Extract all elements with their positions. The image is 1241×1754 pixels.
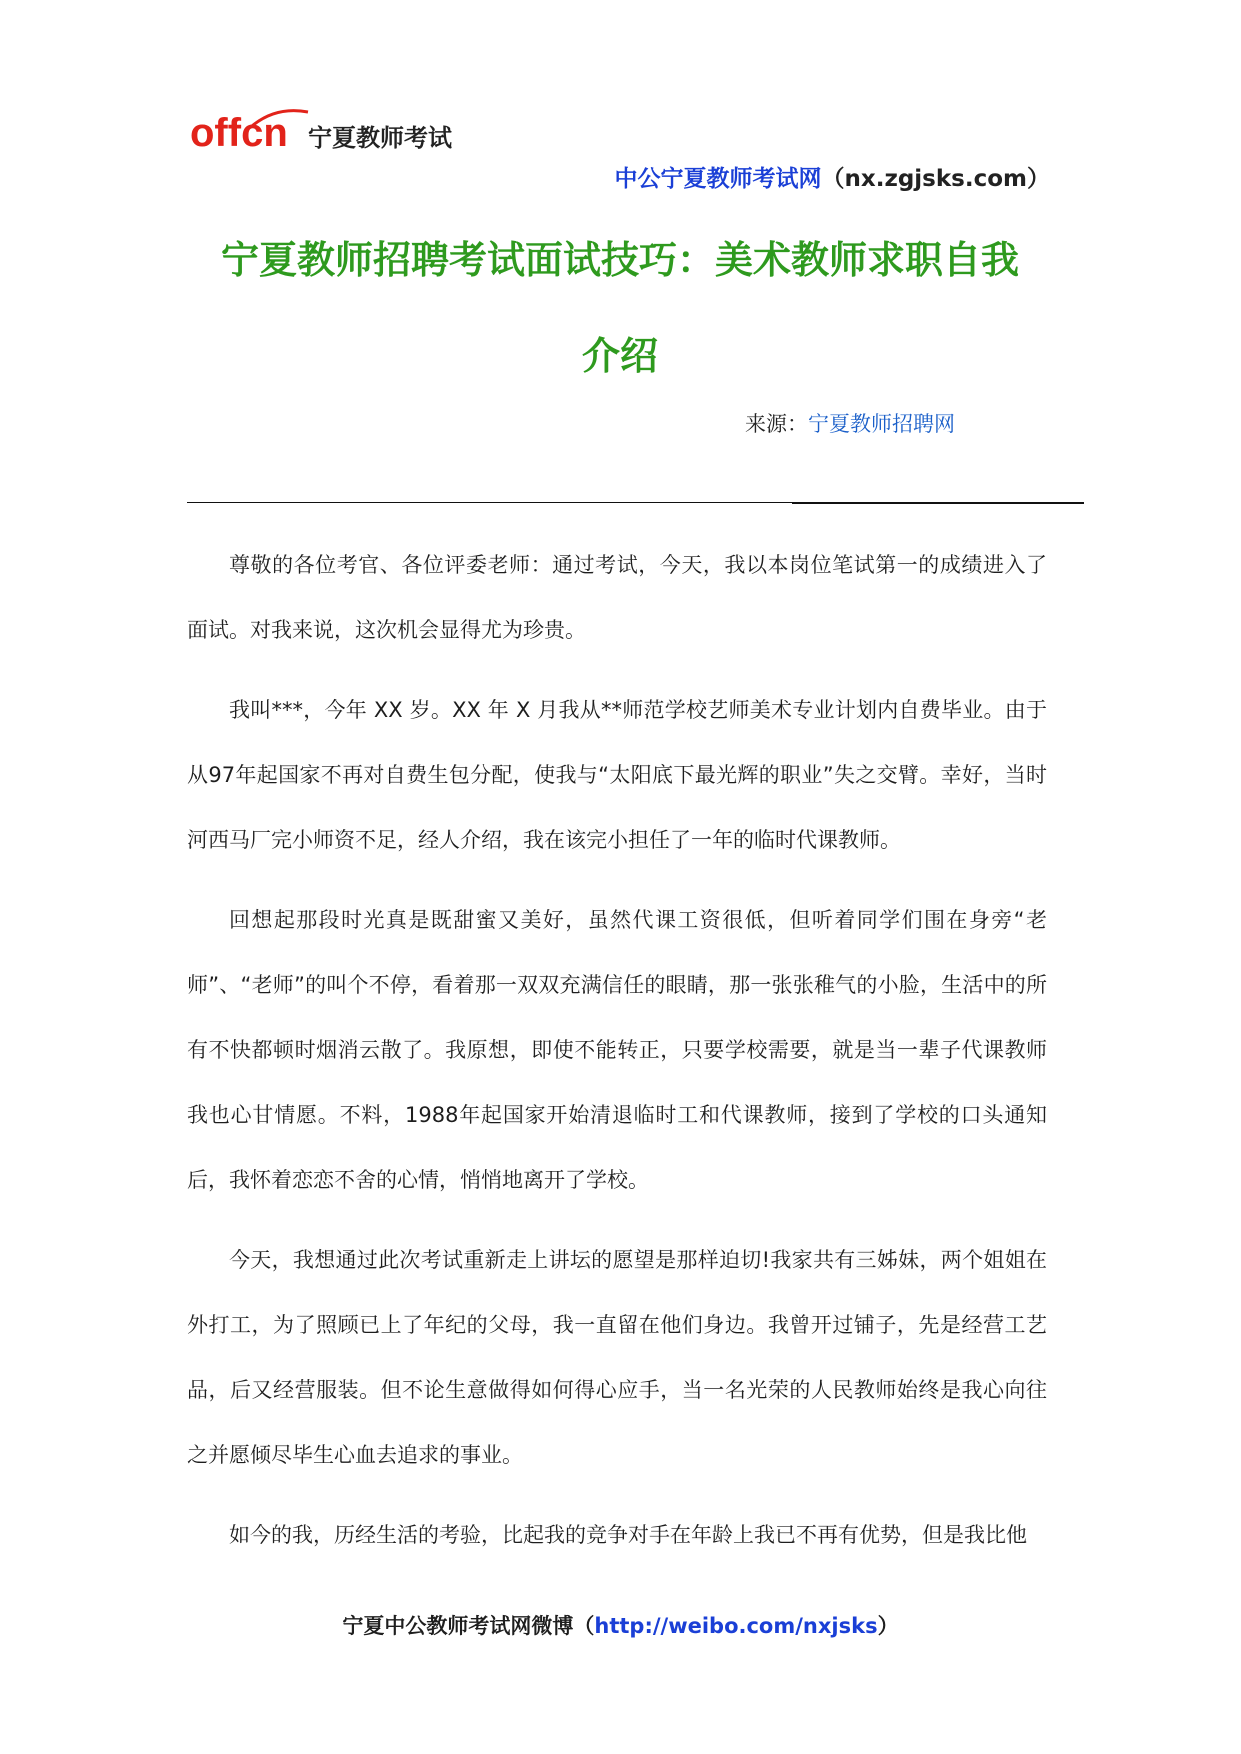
source-link[interactable]: 宁夏教师招聘网 [808,412,955,436]
divider-middle [582,502,792,503]
logo-brand-text: offcn [190,111,288,155]
article-source [745,408,955,438]
site-url-open: （ [821,166,845,192]
paragraph: 尊敬的各位考官、各位评委老师：通过考试，今天，我以本岗位笔试第一的成绩进入了面试。对我来说，这次机会显得尤为珍贵。 [187,553,1047,642]
footer-weibo-link[interactable]: http://weibo.com/nxjsks [594,1614,878,1638]
title-line-2: 介绍 [581,334,658,378]
divider-left [187,502,582,503]
title-line-1: 宁夏教师招聘考试面试技巧：美术教师求职自我 [220,238,1019,282]
footer-open: （ [573,1614,595,1638]
site-name: 中公宁夏教师考试网 [614,166,822,192]
logo-caption-text: 宁夏教师考试 [308,124,452,152]
page-footer [0,1610,1241,1640]
paragraph: 今天，我想通过此次考试重新走上讲坛的愿望是那样迫切!我家共有三姊妹，两个姐姐在外打工，为了照顾已上了年纪的父母，我一直留在他们身边。我曾开过铺子，先是经营工艺品，后又经营服装。但不论生意做得如何得心应手，当一名光荣的人民教师始终是我心向往之并愿倾尽毕生心血去追求的事业。 [187,1248,1047,1467]
source-label: 来源： [745,412,808,436]
divider-right [792,502,1084,504]
article-body [187,533,1047,1583]
paragraph: 回想起那段时光真是既甜蜜又美好，虽然代课工资很低，但听着同学们围在身旁“老师”、“老师”的叫个不停，看着那一双双充满信任的眼睛，那一张张稚气的小脸，生活中的所有不快都顿时烟消云散了。我原想，即使不能转正，只要学校需要，就是当一辈子代课教师我也心甘情愿。不料，1988年起国家开始清退临时工和代课教师，接到了学校的口头通知后，我怀着恋恋不舍的心情，悄悄地离开了学校。 [187,908,1047,1192]
footer-close: ） [877,1614,899,1638]
paragraph: 我叫***，今年 XX 岁。XX 年 X 月我从**师范学校艺师美术专业计划内自费毕业。由于从97年起国家不再对自费生包分配，使我与“太阳底下最光辉的职业”失之交臂。幸好，当时河西马厂完小师资不足，经人介绍，我在该完小担任了一年的临时代课教师。 [187,698,1047,852]
footer-label: 宁夏中公教师考试网微博 [342,1614,574,1638]
site-heading [0,160,1050,193]
offcn-logo [190,104,490,160]
article-title [180,212,1060,404]
site-url: nx.zgjsks.com [844,166,1027,192]
paragraph: 如今的我，历经生活的考验，比起我的竞争对手在年龄上我已不再有优势，但是我比他 [229,1523,1027,1547]
site-url-close: ） [1027,166,1050,192]
offcn-logo-icon [190,104,490,160]
